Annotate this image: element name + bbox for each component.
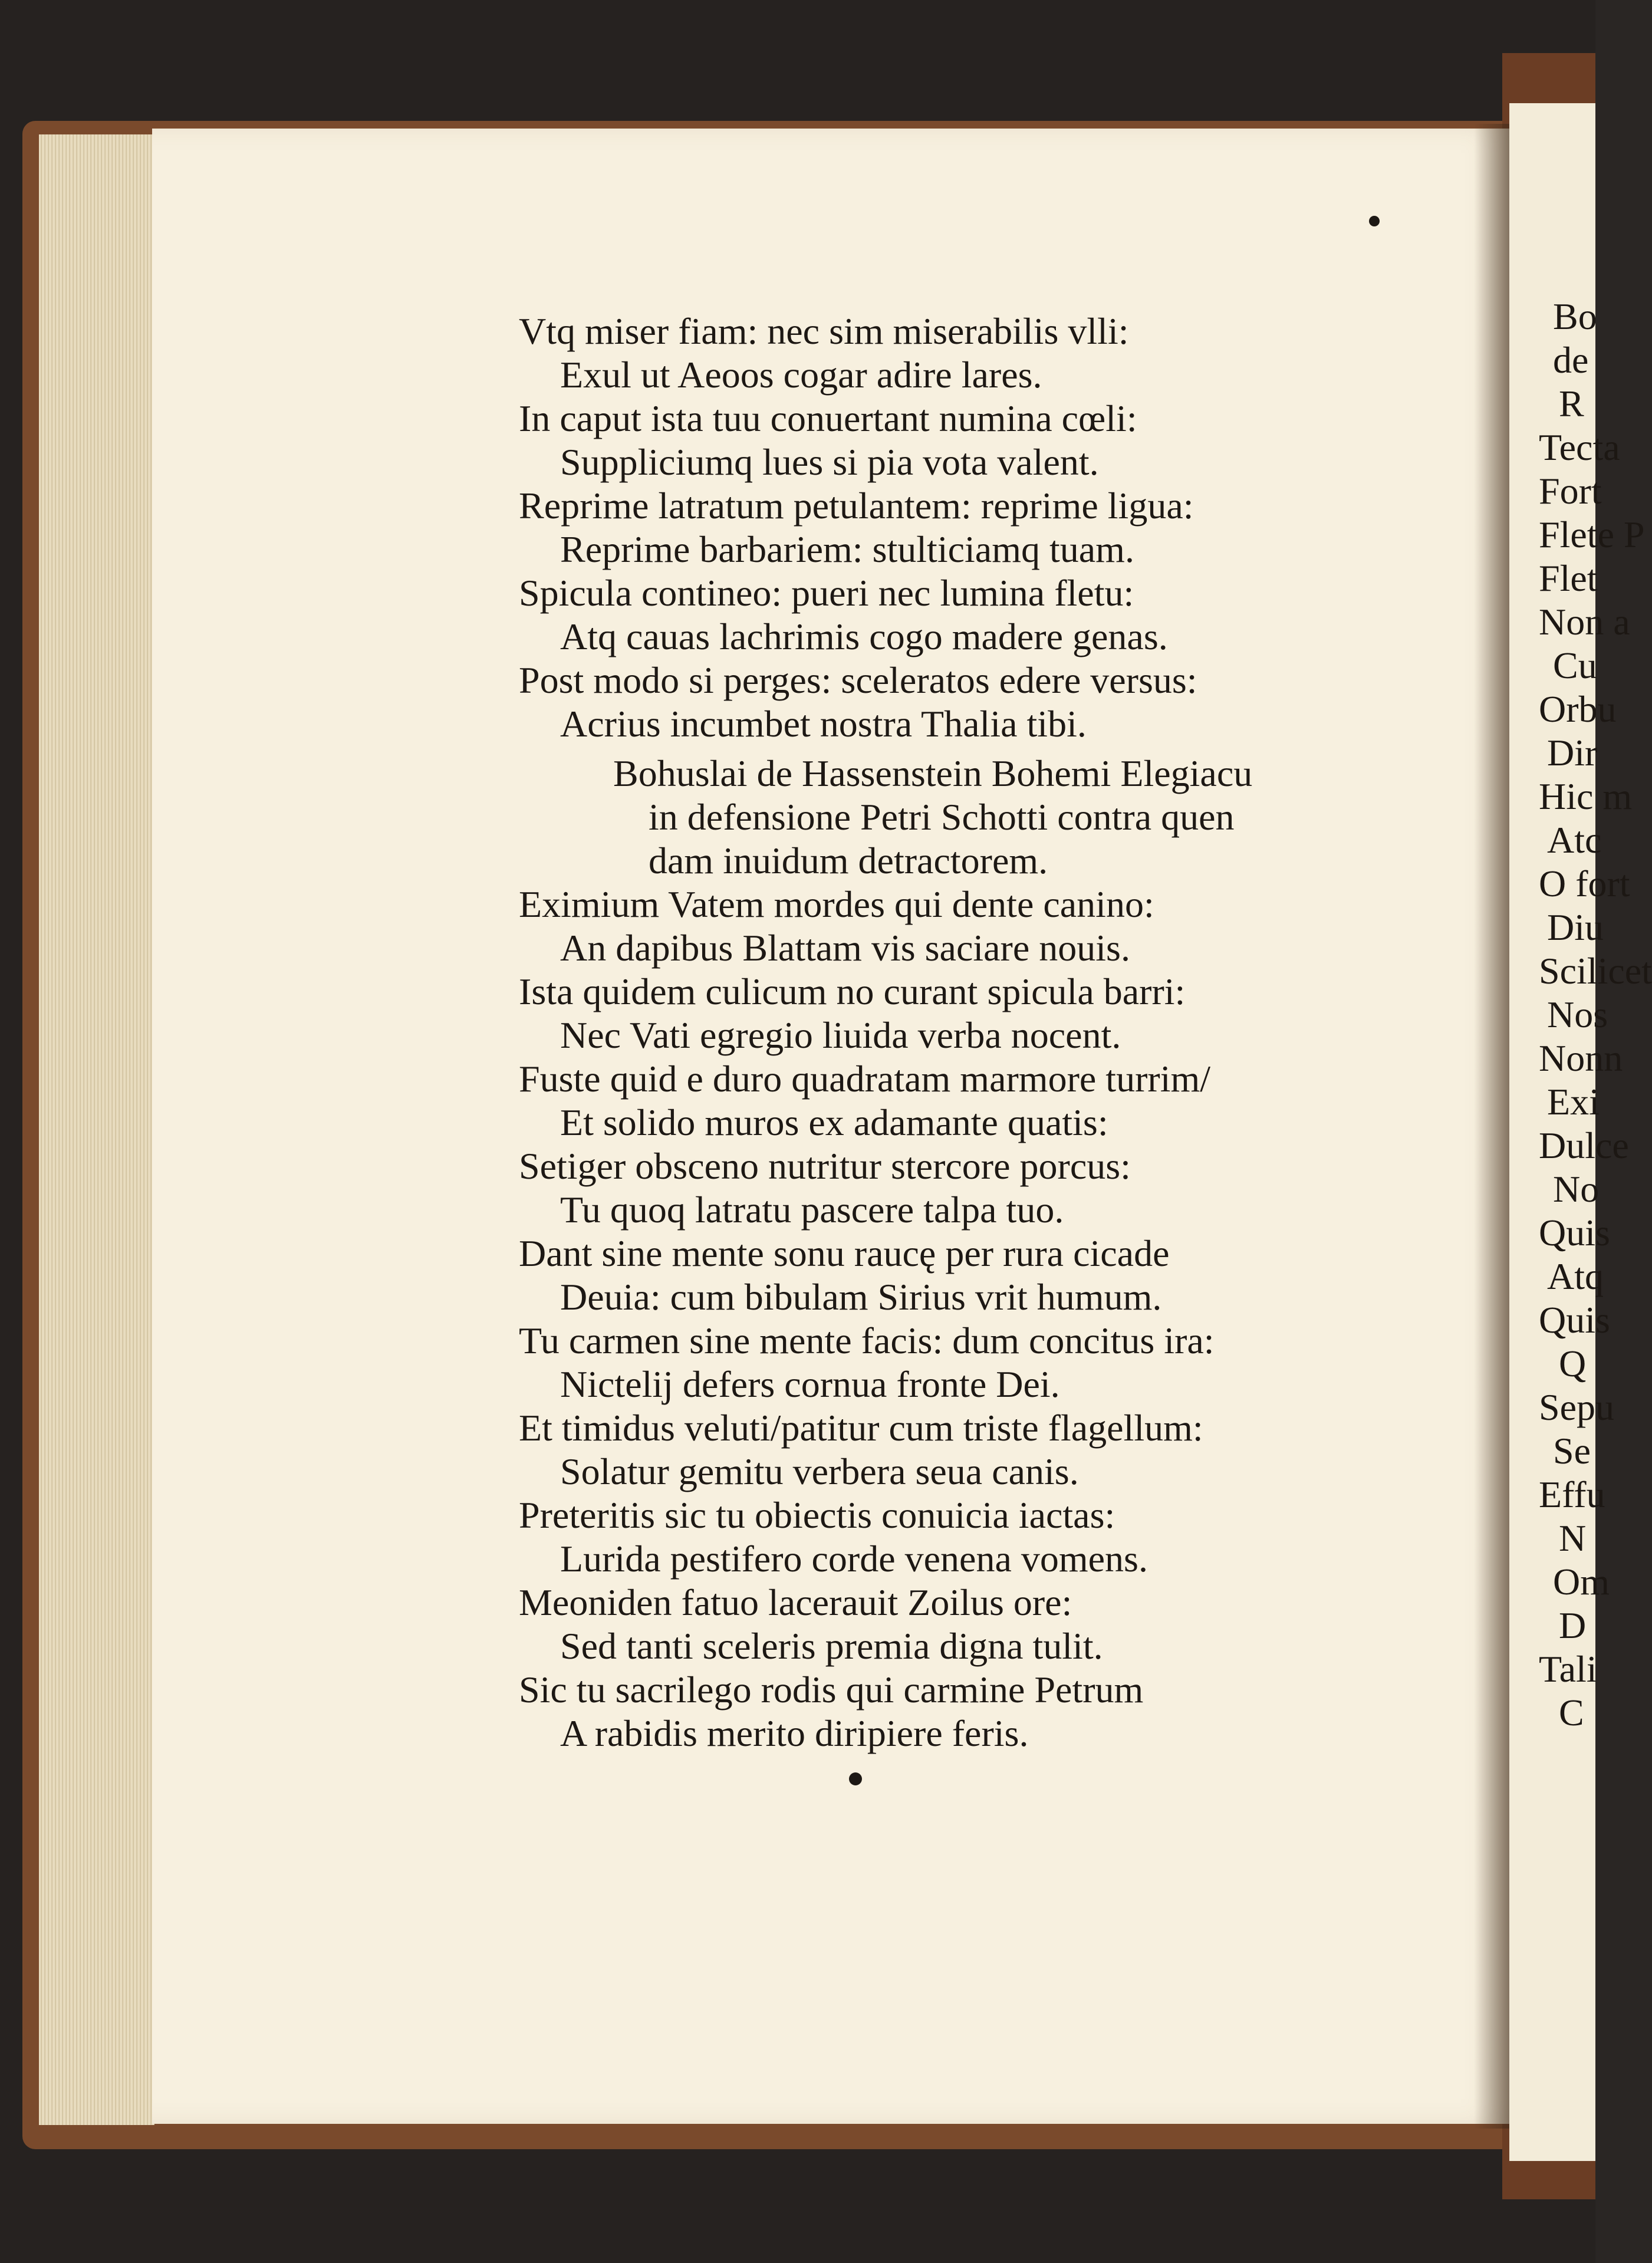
facing-page-line: Bo — [1553, 295, 1597, 337]
facing-page-line: Tecta — [1539, 426, 1620, 468]
verse-line: Tu carmen sine mente facis: dum concitus ira: — [519, 1320, 1215, 1361]
facing-page-line: D — [1559, 1604, 1587, 1646]
section-heading: dam inuidum detractorem. — [649, 840, 1048, 881]
ink-spot — [849, 1772, 862, 1785]
facing-page-line: Quis — [1539, 1299, 1610, 1341]
verse-line: Solatur gemitu verbera seua canis. — [560, 1450, 1079, 1492]
facing-page — [1509, 103, 1652, 2161]
verse-line: Sed tanti sceleris premia digna tulit. — [560, 1625, 1103, 1667]
verse-line: Vtq miser fiam: nec sim miserabilis vlli: — [519, 310, 1129, 352]
facing-page-line: No — [1553, 1168, 1600, 1210]
facing-page-line: Quis — [1539, 1212, 1610, 1254]
facing-page-line: Dir — [1547, 732, 1598, 774]
verse-line: Spicula contineo: pueri nec lumina fletu: — [519, 572, 1134, 614]
verse-line: Atq cauas lachrimis cogo madere genas. — [560, 616, 1168, 657]
verse-line: Fuste quid e duro quadratam marmore turrim/ — [519, 1058, 1211, 1100]
facing-page-line: Non a — [1539, 601, 1630, 643]
facing-page-line: Hic m — [1539, 775, 1633, 817]
verse-line: Lurida pestifero corde venena vomens. — [560, 1538, 1148, 1580]
verse-line: Ista quidem culicum no curant spicula barri: — [519, 971, 1186, 1012]
verse-line: Et solido muros ex adamante quatis: — [560, 1101, 1108, 1143]
verse-line: Reprime latratum petulantem: reprime ligua: — [519, 485, 1194, 527]
verse-line: Sic tu sacrilego rodis qui carmine Petrum — [519, 1669, 1144, 1711]
facing-page-line: Nonn — [1539, 1037, 1623, 1079]
section-heading: Bohuslai de Hassenstein Bohemi Elegiacu — [613, 752, 1253, 794]
verse-line: Acrius incumbet nostra Thalia tibi. — [560, 703, 1087, 745]
facing-page-line: Se — [1553, 1430, 1591, 1472]
verse-line: Et timidus veluti/patitur cum triste flagellum: — [519, 1407, 1203, 1449]
verse-line: Dant sine mente sonu raucę per rura cicade — [519, 1232, 1170, 1274]
verse-line: Eximium Vatem mordes qui dente canino: — [519, 883, 1154, 925]
verse-line: Nictelij defers cornua fronte Dei. — [560, 1363, 1060, 1405]
facing-page-line: Cu — [1553, 644, 1597, 686]
facing-page-line: Nos — [1547, 994, 1608, 1035]
facing-page-line: Effu — [1539, 1473, 1605, 1515]
facing-page-line: C — [1559, 1692, 1584, 1734]
facing-page-line: Om — [1553, 1561, 1610, 1603]
facing-page-line: N — [1559, 1517, 1587, 1559]
verse-line: Reprime barbariem: stulticiamq tuam. — [560, 528, 1134, 570]
facing-page-line: O fort — [1539, 863, 1630, 904]
verse-line: An dapibus Blattam vis saciare nouis. — [560, 927, 1130, 969]
verse-line: Nec Vati egregio liuida verba nocent. — [560, 1014, 1121, 1056]
facing-page-line: R — [1559, 383, 1584, 425]
page-edges — [39, 134, 154, 2125]
facing-page-line: Scilicet — [1539, 950, 1652, 992]
verse-line: Suppliciumq lues si pia vota valent. — [560, 441, 1099, 483]
section-heading: in defensione Petri Schotti contra quen — [649, 796, 1235, 838]
facing-page-line: de — [1553, 339, 1589, 381]
facing-page-line: Diu — [1547, 906, 1604, 948]
verse-line: Meoniden fatuo lacerauit Zoilus ore: — [519, 1581, 1072, 1623]
gutter-shadow — [1474, 124, 1509, 2129]
facing-page-line: Flet — [1539, 557, 1598, 599]
facing-page-line: Q — [1559, 1343, 1587, 1384]
facing-page-line: Fort — [1539, 470, 1602, 512]
facing-page-line: Atq — [1547, 1255, 1604, 1297]
facing-page-line: Flete P — [1539, 514, 1645, 555]
verse-line: Post modo si perges: sceleratos edere versus: — [519, 659, 1197, 701]
verse-line: Deuia: cum bibulam Sirius vrit humum. — [560, 1276, 1162, 1318]
verse-line: Setiger obsceno nutritur stercore porcus: — [519, 1145, 1131, 1187]
ink-spot — [1369, 216, 1380, 226]
facing-page-line: Exi — [1547, 1081, 1600, 1123]
verse-line: Preteritis sic tu obiectis conuicia iactas: — [519, 1494, 1115, 1536]
verse-line: A rabidis merito diripiere feris. — [560, 1712, 1029, 1754]
verse-line: In caput ista tuu conuertant numina cœli: — [519, 397, 1137, 439]
facing-page-line: Sepu — [1539, 1386, 1614, 1428]
facing-page-line: Tali — [1539, 1648, 1597, 1690]
facing-page-line: Orbu — [1539, 688, 1617, 730]
verse-line: Tu quoq latratu pascere talpa tuo. — [560, 1189, 1064, 1231]
facing-page-line: Dulce — [1539, 1124, 1629, 1166]
facing-page-line: Atc — [1547, 819, 1602, 861]
verse-line: Exul ut Aeoos cogar adire lares. — [560, 354, 1042, 396]
